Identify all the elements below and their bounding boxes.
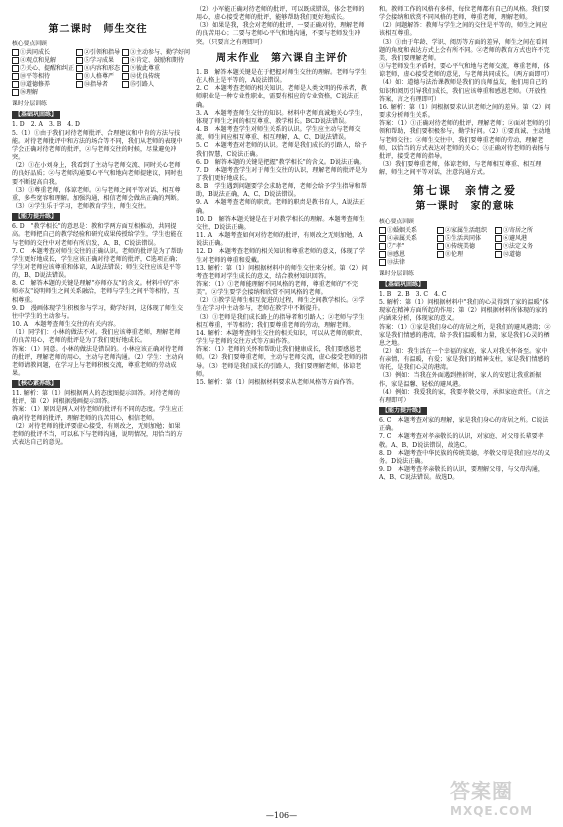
core-point-text: ⑥肯定、鼓励和期待 [130,57,185,65]
answer-line: 答案：（1）同意。小林的做法是错误的。小林应该正确对待老师的批评，理解老师的用心，主动与老师沟通。（2）学生：主动向老师请教问题，在学习上与老师积极交流，尊重老师的劳动成果。 [12,345,184,377]
checkbox-square-icon [76,73,83,80]
answer-list [379,417,551,482]
core-points-label: 核心要点回顾 [379,218,414,225]
core-point-text: ③寄居之所 [503,226,534,234]
core-point-text: ③主动参与、勤学好问 [130,49,191,57]
core-point-text: ⑩平等相待 [20,73,51,81]
answer-line: （3）①老师是我们成长路上的指导者和引路人；②老师与学生相互尊重，平等相待；我们要尊重老师的劳动，理解老师。 [196,313,365,329]
answer-list [12,390,184,447]
core-point-text: ④亲属关系 [387,234,418,242]
answer-line: 答案：（1）①正确对待老师的批评，理解老师；②面对老师的引领和帮助，我们要积极参与，勤学好问。（2）①要真诚、主动地与老师交往；②师生交往中，我们要尊重老师的劳动，理解老师，以恰当的方式表达对老师的关心；③正确对待老师的表扬与批评，接受老师的指导。 [379,120,551,160]
checkbox-square-icon [12,81,19,88]
answer-line: （3）例如：当我在外面遇到挫折时，家人的安慰让我重新振作，家是温馨、轻松的避风港。 [379,372,542,388]
answer-line: （3）如果是我，我会对老师的批评，一要正确对待，理解老师的良苦用心；二要与老师心平气和地沟通，不要与老师发生冲突。（只要言之有理即可） [196,22,365,46]
core-point-text: ⑫优良传统 [130,73,161,81]
core-point-text: ①婚姻关系 [387,226,418,234]
checkbox-square-icon [379,227,386,234]
core-point-text: ⑦"孝" [387,242,405,250]
answer-line: 8. B 学生遇到问题要学会求助老师，老师会给予学生指导和帮助，B说法正确，A、C、D说法错误。 [196,183,367,199]
page-number: —106— [265,811,298,820]
core-point-item [437,235,493,243]
section-improve-label: 【能力提升练】 [379,407,427,415]
lesson-title: 第二课时 师生交往 [48,24,148,35]
answer-line: 答案：（1）老师的关怀和帮助让我们健康成长，我们要感恩老师。（2）我们要尊重老师，主动与老师交流，虚心接受老师的指导。（3）老师是我们成长的引路人，我们要理解老师，体谅老师。 [196,346,368,378]
column-right [379,6,551,482]
checkbox-square-icon [122,81,129,88]
core-point-item [495,227,551,235]
answer-line: 4. B 本题考查学生对师生关系的认识。学生应主动与老师交流，师生间应相互尊重、相互理解，A、C、D说法错误。 [196,126,361,142]
answer-line: 1. D 2. A 3. B 4. D [12,121,80,129]
checkbox-square-icon [12,65,19,72]
checkbox-square-icon [12,89,19,96]
core-point-item [495,243,551,251]
core-point-text: ⑬法律 [387,258,406,266]
checkbox-square-icon [122,65,129,72]
core-point-text: ④观点和见解 [20,57,57,65]
checkbox-square-icon [437,235,444,242]
answer-line: 7. D 本题考查学生对于师生交往的认识，理解老师的批评是为了我们更好地成长。 [196,166,368,182]
checkbox-square-icon [495,251,502,258]
answer-line: 6. C 本题考查对家的理解，家是我们身心的寄居之所。C说法正确。 [379,417,549,433]
answer-line: 14. 解析：本题考查师生交往的相关知识，可以从老师的职责、学生与老师的交往方式等方面作答。 [196,329,367,346]
answer-line: 13. 解析：第（1）问根据材料中的师生交往来分析。第（2）问考查老师对学生成长的意义，结合教材知识回答。 [196,264,368,280]
answer-line: 1. B 解答本题关键是在于把握对师生交往的理解。老师与学生在人格上是平等的，A说法错误。 [196,68,367,85]
answer-line: 16. 解析：第（1）问根据要求认识老师之间的差异。第（2）问要求分析师生关系。 [379,103,551,120]
answer-line: 11. 解析：第（1）问根据两人的态度图提示回答。对待老师的批评，第（2）问根据漫画提示回答。 [12,390,180,406]
checkbox-square-icon [437,243,444,250]
watermark-line2: MXQE.COM [450,804,534,818]
checkbox-square-icon [12,57,19,64]
checkbox-square-icon [122,49,129,56]
core-point-text: ⑨法定义务 [503,242,534,250]
answer-line: （4）如：道德与法治课教师是我们的良师益友，他们用自己的知识和阅历引导我们成长，我们应该尊重和感恩老师。（开放性答案，言之有理即可） [379,79,548,103]
answer-line: 12. D 本题考查老师的相关知识和尊重老师的意义，体现了学生对老师的尊重和爱戴。 [196,248,365,264]
answer-list [12,223,184,378]
core-point-text: ①共同成长 [20,49,51,57]
answer-line: （2）①在小刘身上，我看到了主动与老师交流、同时关心老师的良好品质；②与老师沟通要心平气和地向老师提建议，同时也要不断提高自我。 [12,162,183,186]
answer-line: 3. A 本题考查师生交往的知识。材料中老师真诚地关心学生，体现了师生之间的相互尊重、教学相长。BCD说法错误。 [196,109,367,125]
core-point-text: ⑤生活共同体 [445,234,482,242]
core-point-text: ⑬道德修养 [20,81,51,89]
checkbox-square-icon [76,49,83,56]
answer-line: 5. C 本题考查对老师的认识。老师是我们成长的引路人，给予我们智慧，C说法正确。 [196,142,367,158]
checkbox-square-icon [437,251,444,258]
core-point-text: ⑧传统美德 [445,242,476,250]
core-point-text: ⑪伦理 [445,250,464,258]
chapter-title: 第七课 亲情之爱 [413,184,517,198]
checkbox-square-icon [12,49,19,56]
answer-list [379,291,551,405]
answer-line: 8. D 本题考查中华民族的传统美德，孝敬父母是我们应尽的义务。D说法正确。 [379,449,551,465]
answer-list [379,6,551,177]
checkbox-square-icon [76,65,83,72]
answer-line: 答案：（1）①家是我们身心的寄居之所，是我们的避风港湾；②家是我们情感的港湾，给予我们温暖和力量，家是我们心灵的栖息之地。 [379,323,551,347]
core-point-item [379,235,435,243]
answer-line: （4）例如：我爱我的家，我要孝敬父母，承担家庭责任。（言之有理即可） [379,388,551,404]
answer-line: （2）小军能正确对待老师的批评，可以既成错误，体会老师的用心，虚心接受老师的批评，能够帮助我们更好地成长。 [196,6,365,22]
answer-line: 7. C 本题考查对师生交往的正确认识。老师的批评是为了帮助学生更好地成长，学生应该正确对待老师的批评，C选项正确；学生对老师应该尊重和体谅，A说法错误；师生交往应该是平等的，B、D说法错误。 [12,247,183,280]
core-point-item [379,243,435,251]
core-point-text: ⑯理解 [20,89,39,97]
column-left [12,6,191,447]
checkbox-square-icon [495,235,502,242]
core-points-grid [379,227,551,267]
core-point-item [437,227,493,235]
core-point-item [437,243,493,251]
answer-line: 5.（1）①由于我们对待老师批评、合理建议和中肯的方法与技能。对待老师批评中和方法的场合等不同，我们从老师的表现中学会正确对待老师的批评，②与老师交往的时候，尽量避免冲突。 [12,129,183,162]
watermark-line1: 答案圈 [450,779,513,803]
checkbox-square-icon [379,243,386,250]
answer-line: （1）同学们：小林的做法不对。我们应该尊重老师，理解老师的良苦用心，老师的批评是为了我们更好地成长。 [12,329,181,345]
weekly-title: 周末作业 第六课自主评价 [216,52,348,64]
checkbox-square-icon [122,73,129,80]
core-point-text: ⑪人格尊严 [84,73,115,81]
answer-line: 11. A 本题考查如何对待老师的批评，有则改之无则加勉，A说法正确。 [196,232,363,248]
answer-line: （3）②学生乐于学习，老师教育学生，师生交往。 [12,203,150,211]
core-point-item [495,235,551,243]
core-point-text: ⑦关心、提醒和纠正 [20,65,75,73]
answer-line: 6. D "教学相长"的意思是：教和学两方面互相推动，共同提高。老师把自己的教学经验和研究成果传授给学生，学生也能在与老师的交往中对老师有所启发，A、B、C说法错误。 [12,223,183,247]
core-point-item [12,89,74,97]
core-point-text: ⑮引路人 [130,81,155,89]
answer-list [196,6,368,47]
answer-line: （3）①尊重老师，体谅老师。②与老师之间平等对话、相互尊重，多些宽容和理解。加强沟通，相信老师会做出正确的判断。 [12,186,183,202]
answer-list [196,69,368,387]
column-middle [196,6,368,387]
answer-line: 15. 解析：第（1）问根据材料要求从老师风格等方面作答。 [196,378,358,386]
checkbox-square-icon [379,251,386,258]
checkbox-square-icon [379,235,386,242]
answer-line: 9. D 本题考查孝亲敬长的认识，要理解父母，与父母沟通，A、B、C说法错误。故选D。 [379,466,544,482]
core-point-text: ⑤学习成果 [84,57,115,65]
answer-line: （3）我们要尊重老师，体谅老师，与老师相互尊重、相互理解，师生之间平等对话，注意沟通方式。 [379,160,542,177]
practice-label: 课时分层训练 [379,270,414,277]
core-point-text: ⑩感恩 [387,250,406,258]
answer-line: 答案：（1）①老师能理解不同风格的老师，尊重老师的"不完美"。②学生要学会接纳和欣赏不同风格的老师。 [196,281,359,297]
answer-line: （2）对待老师的批评要虚心接受，有则改之，无则加勉；如果老师的批评不当，可以私下与老师沟通，说明情况，用恰当的方式表达自己的意见。 [12,422,183,447]
checkbox-square-icon [379,259,386,266]
answer-line: 9. D 漫画体现学生积极参与学习，勤学好问，这体现了师生交往中学生的主动参与。 [12,304,184,320]
checkbox-square-icon [76,57,83,64]
answer-line: 9. A 本题考查老师的职责。老师的职责是教书育人，A说法正确。 [196,199,365,215]
core-point-item [379,251,435,259]
checkbox-square-icon [437,227,444,234]
answer-line: 1. B 2. B 3. C 4. C [379,290,447,298]
core-point-text: ⑧内容和形态 [84,65,121,73]
core-point-text: ②家属生活组织 [445,226,488,234]
core-points-label: 核心要点回顾 [12,41,47,48]
page [12,6,551,816]
section-basic-label: 【基础巩固练】 [12,111,60,119]
lesson-title: 第一课时 家的意味 [415,201,515,213]
core-point-item [437,251,493,259]
answer-list [12,121,184,211]
core-point-text: ⑨彼此尊重 [130,65,161,73]
answer-line: （3）①由于年龄、学识、阅历等方面的差异，师生之间在看问题的角度和表达方式上会有所不同。②老师的教育方式也许不完美，我们要理解老师。 [379,38,550,62]
answer-line: 10. D 解答本题关键是在于对教学相长的理解。本题考查师生交往，D说法正确。 [196,215,365,231]
answer-line: （2）问题解答：教师与学生之间的交往是平等的，师生之间应该相互尊重。 [379,22,548,38]
answer-line: 7. C 本题考查对孝亲敬长的认识，对家庭、对父母长辈要孝敬。A、B、D说法错误，故选C。 [379,433,544,449]
core-point-text: ⑫道德 [503,250,522,258]
core-points-grid [12,49,191,97]
practice-label: 课时分层训练 [12,101,47,108]
checkbox-square-icon [495,227,502,234]
core-point-item [379,259,435,267]
answer-line: 10. A 本题考查师生交往的有关内容。 [12,321,120,329]
core-point-text: ⑭指导者 [84,81,109,89]
core-point-item [122,81,190,89]
checkbox-square-icon [76,81,83,88]
core-point-item [76,81,120,89]
checkbox-square-icon [495,243,502,250]
section-basic-label: 【基础巩固练】 [379,281,427,289]
answer-line: 6. D 解答本题的关键是把握"教学相长"的含义。D说法正确。 [196,158,366,166]
answer-line: 2. C 本题考查老师的相关知识。老师是人类文明的传承者，教师职业是一种专业性职业，需要有相应的专业资格，C说法正确。 [196,85,367,109]
answer-line: （2）如：我生活在一个幸福的家庭，家人对我关怀备至。家中有亲情，有温暖，有爱；家是我们的精神支柱，家是我们情感的寄托，是我们心灵的港湾。 [379,348,550,372]
checkbox-square-icon [12,73,19,80]
core-point-text: ⑥避风港 [503,234,528,242]
section-improve-label: 【能力提升练】 [12,213,60,221]
answer-line: 答案：（1）原因是两人对待老师的批评有不同的态度。学生应正确对待老师的批评，理解老师的良苦用心，相信老师。 [12,406,184,422]
core-point-item [379,227,435,235]
answer-line: ③与老师发生矛盾时，要心平气和地与老师交流，尊重老师，体谅老师，虚心接受老师的意见，与老师共同成长。（两方面即可） [379,63,553,79]
core-point-item [495,251,551,259]
answer-line: 8. C 解答本题的关键是理解"亦师亦友"的含义。材料中的"亦师亦友"说明师生之间关系融洽，老师与学生之间平等相待，互相尊重。 [12,280,180,304]
core-point-text: ②引领和指导 [84,49,121,57]
checkbox-square-icon [122,57,129,64]
answer-line: 5. 解析：第（1）问根据材料中"我们的心灵得到了家的温暖"体现家在精神方面所起的作用；第（2）问根据材料所体现的家的内涵来分析，体现家的意义。 [379,299,549,323]
watermark-logo [450,775,555,817]
answer-line: 和。教师工作的风格有多样，每位老师都有自己的风格。我们要学会接纳和欣赏不同风格的老师，尊重老师，理解老师。 [379,6,550,22]
answer-line: （2）①教学是师生相互促进的过程，师生之间教学相长。②学生在学习中主动参与，老师在教学中不断提升。 [196,297,365,313]
section-core-literacy-label: 【核心素养练】 [12,380,60,388]
